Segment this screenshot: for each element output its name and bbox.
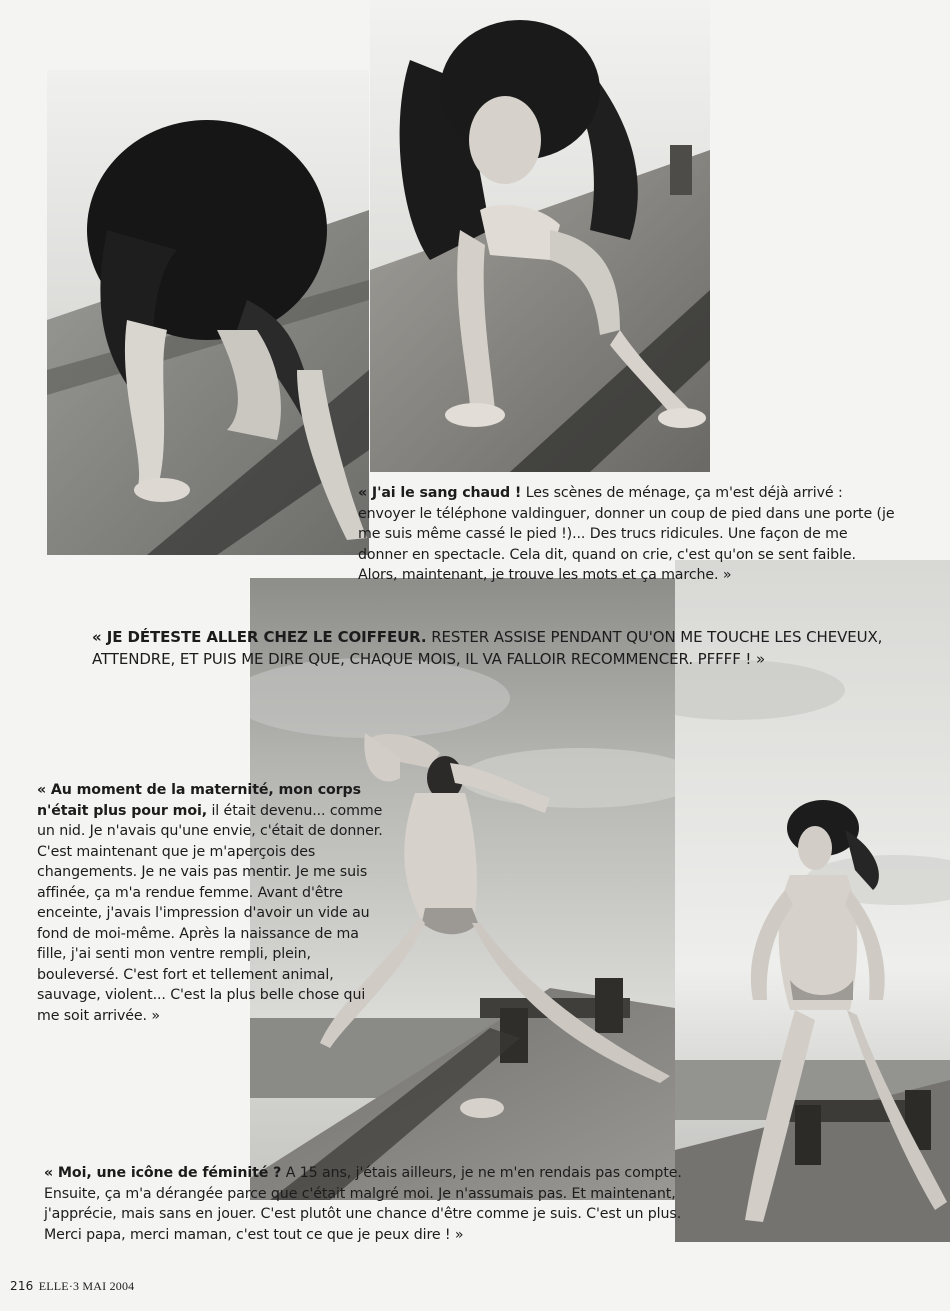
photo-crawling-looking-up [370,0,710,472]
quote-icone-feminite-lead: « Moi, une icône de féminité ? [44,1165,282,1181]
quote-maternite-lead: « Au moment de la maternité, mon corps n'était plus pour moi, [37,782,361,819]
magazine-issue: ELLE·3 MAI 2004 [38,1279,135,1293]
quote-sang-chaud-lead: « J'ai le sang chaud ! [358,485,522,501]
quote-coiffeur [92,627,932,670]
quote-maternite-body: il était devenu... comme un nid. Je n'avais qu'une envie, c'était de donner. C'est maintenant que je m'aperçois des changements. Je ne vais pas mentir. Je me suis affinée, ça m'a rendue femme. Avant d'être enceinte, j'avais l'impression d'avoir un vide au fond de moi-même. Après la naissance de ma fille, j'ai senti mon ventre rempli, plein, bouleversé. C'est fort et tellement animal, sauvage, violent... C'est la plus belle chose qui me soit arrivée. » [37,802,383,1024]
quote-icone-feminite-body: A 15 ans, j'étais ailleurs, je ne m'en rendais pas compte. Ensuite, ça m'a dérangée parce que c'était malgré moi. Je n'assumais pas. Et maintenant, j'apprécie, mais sans en jouer. C'est plutôt une chance d'être comme je suis. C'est un plus. Merci papa, merci maman, c'est tout ce que je peux dire ! » [44,1165,682,1243]
quote-icone-feminite [44,1163,704,1245]
quote-maternite [37,780,389,1026]
quote-coiffeur-lead: « JE DÉTESTE ALLER CHEZ LE COIFFEUR. [92,628,427,646]
page-folio [10,1279,134,1294]
quote-sang-chaud [358,483,898,586]
photo-crawling-hair-down [47,70,369,555]
quote-coiffeur-body: RESTER ASSISE PENDANT QU'ON ME TOUCHE LES CHEVEUX, ATTENDRE, ET PUIS ME DIRE QUE, CHAQUE MOIS, IL VA FALLOIR RECOMMENCER. PFFFF ! » [92,628,883,668]
page-number: 216 [10,1279,34,1293]
quote-sang-chaud-body: Les scènes de ménage, ça m'est déjà arrivé : envoyer le téléphone valdinguer, donner un coup de pied dans une porte (je me suis même cassé le pied !)... Des trucs ridicules. Une façon de me donner en spectacle. Cela dit, quand on crie, c'est qu'on se sent faible. Alors, maintenant, je trouve les mots et ça marche. » [358,485,895,583]
